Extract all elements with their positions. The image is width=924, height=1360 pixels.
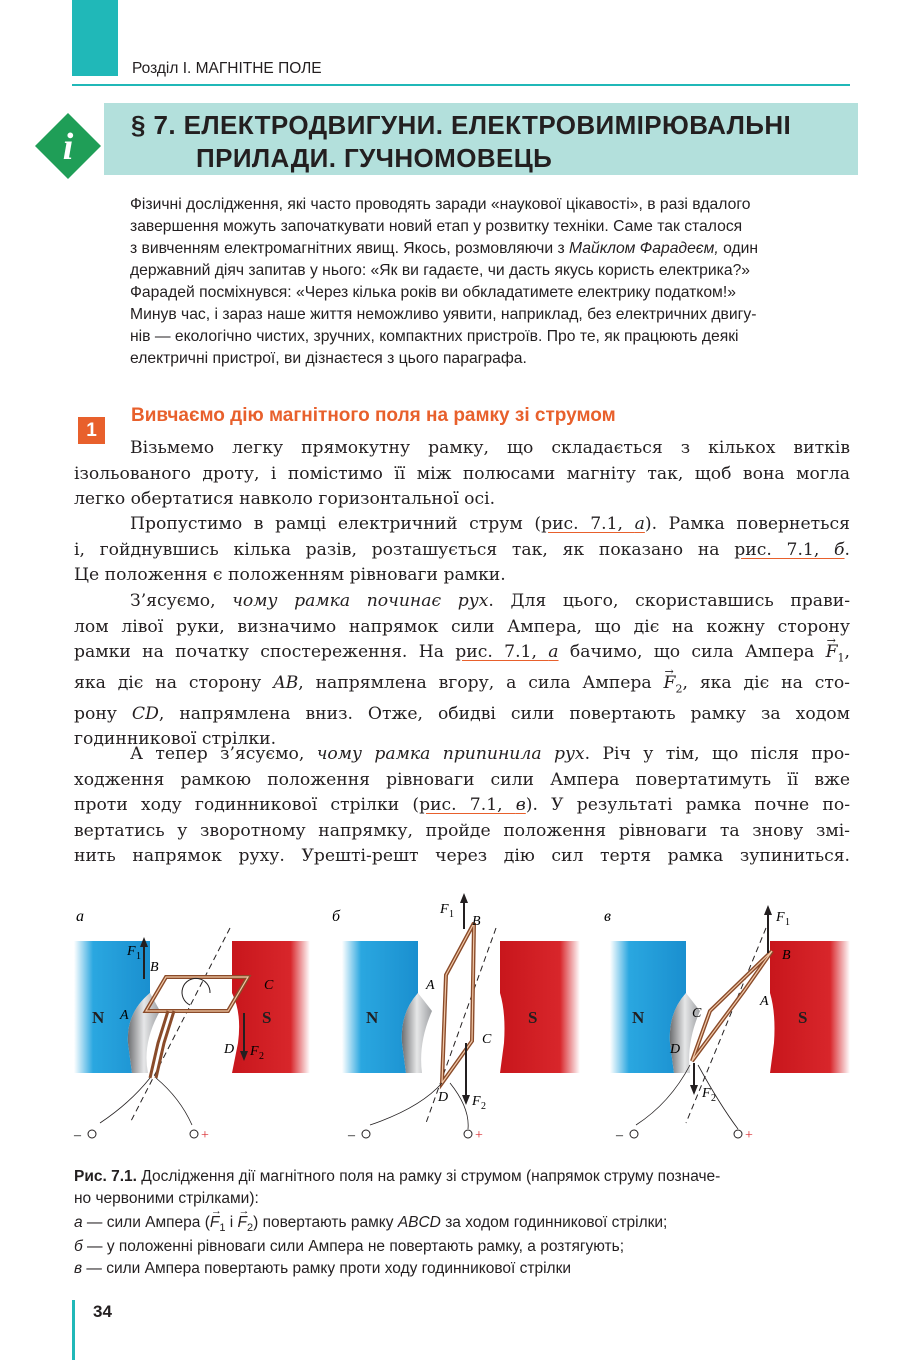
svg-text:1: 1 [785, 917, 790, 928]
header-tab-mark [72, 0, 118, 76]
subsection-heading: Вивчаємо дію магнітного поля на рамку зі струмом [131, 405, 616, 426]
paragraph-2: Пропустимо в рамці електричний струм (рис. 7.1, а). Рамка повернеться і, гойднувшись кілька разів, розташується так, як показано на рис. 7.1, б. Це положення є положенням рівноваги рамки. [74, 514, 851, 585]
paragraph-1: Візьмемо легку прямокутну рамку, що складається з кількох витків ізольованого дроту, і помістимо її між полюсами магніту так, щоб вона могла легко обертатися навколо горизонтальної осі. [74, 438, 850, 509]
svg-text:–: – [616, 1128, 623, 1143]
svg-text:+: + [745, 1128, 753, 1143]
panel-label: б [332, 908, 341, 925]
svg-text:+: + [201, 1128, 209, 1143]
pole-n-label: N [92, 1008, 105, 1027]
intro-line: Минув час, і зараз наше життя неможливо уявити, наприклад, без електричних двигу- [130, 306, 757, 323]
corner-label: B [782, 948, 791, 963]
intro-line: з вивченням електромагнітних явищ. Якось, розмовляючи з Майклом Фарадеєм, один [130, 240, 759, 257]
figure-caption-line: б — у положенні рівноваги сили Ампера не повертають рамку, а розтягують; [74, 1238, 625, 1255]
force-label: F [472, 1094, 481, 1109]
svg-text:1: 1 [449, 909, 454, 920]
corner-label: C [264, 978, 274, 993]
corner-label: D [438, 1090, 449, 1105]
chapter-title-line1: § 7. ЕЛЕКТРОДВИГУНИ. ЕЛЕКТРОВИМІРЮВАЛЬНІ [131, 110, 792, 140]
pole-n-label: N [632, 1008, 645, 1027]
figure-link[interactable]: рис. 7.1, в [419, 795, 526, 815]
figure-link[interactable]: рис. 7.1, а [541, 514, 645, 534]
corner-label: A [426, 978, 435, 993]
force-label: F [776, 910, 785, 925]
corner-label: B [150, 960, 159, 975]
pole-s-label: S [262, 1008, 272, 1027]
panel-c [604, 905, 850, 1143]
paragraph-4: А тепер з’ясуємо, чому рамка припинила рух. Річ у тім, що після про- ходження рамкою положення рівноваги сили Ампера повертатимуть її вже проти ходу годинникової стрілки (рис. 7.1, в). У результаті рамка почне по- вертатись у зворотному напрямку, пройде положення рівноваги та знову змі- нить напрямок руху. Урешті-решт через дію сил тертя рамка зупиниться. [74, 744, 850, 866]
force-f1-symbol: → F [826, 640, 838, 666]
pole-n-label: N [366, 1008, 379, 1027]
info-icon [34, 112, 102, 180]
svg-text:2: 2 [259, 1051, 264, 1062]
faraday-name: Майклом Фарадеєм, [569, 240, 719, 257]
svg-text:+: + [475, 1128, 483, 1143]
page-number: 34 [93, 1302, 112, 1321]
corner-label: B [472, 914, 481, 929]
info-icon-letter: i [62, 126, 74, 168]
caption-number: Рис. 7.1. [74, 1168, 137, 1185]
svg-text:1: 1 [136, 951, 141, 962]
force-label: F [440, 902, 449, 917]
figure-caption-line: Рис. 7.1. Дослідження дії магнітного поля на рамку зі струмом (напрямок струму позначе- [74, 1168, 721, 1185]
corner-label: A [120, 1008, 129, 1023]
force-label: F [702, 1086, 711, 1101]
panel-b [332, 893, 580, 1143]
force-label: F [127, 944, 136, 959]
section-label: Розділ І. МАГНІТНЕ ПОЛЕ [132, 60, 322, 77]
page-margin-bar [72, 1300, 75, 1360]
intro-line: Фарадей посміхнувся: «Через кілька років ви обкладатимете електрику податком!» [130, 284, 736, 301]
figure-caption-line: а — сили Ампера (→ $F_1$ $і \to F_2$) повертають рамку ABCD за ходом годинникової стрілки; [74, 1212, 667, 1239]
figure-caption-line: но червоними стрілками): [74, 1190, 259, 1207]
subsection-number: 1 [78, 417, 105, 444]
figure-7-1 [70, 893, 860, 1153]
corner-label: C [482, 1032, 492, 1047]
pole-s-label: S [528, 1008, 538, 1027]
force-label: F [250, 1044, 259, 1059]
figure-link[interactable]: рис. 7.1, б [734, 539, 845, 560]
intro-line: електричні пристрої, ви дізнаєтеся з цього параграфа. [130, 350, 527, 367]
corner-label: C [692, 1006, 702, 1021]
corner-label: D [224, 1042, 235, 1057]
panel-a [73, 908, 310, 1143]
pole-s-label: S [798, 1008, 808, 1027]
figure-link[interactable]: рис. 7.1, а [455, 642, 559, 662]
svg-text:2: 2 [711, 1093, 716, 1104]
intro-line: завершення можуть започаткувати новий етап у розвитку техніки. Саме так сталося [130, 218, 743, 235]
svg-text:–: – [348, 1128, 355, 1143]
intro-line: державний діяч запитав у нього: «Як ви гадаєте, чи дасть якусь користь електрика?» [130, 262, 751, 279]
intro-line: нів — екологічно чистих, зручних, компактних пристроїв. Про те, як працюють деякі [130, 328, 739, 345]
corner-label: A [760, 994, 769, 1009]
force-f2-symbol: → F [664, 671, 676, 697]
intro-line: Фізичні дослідження, які часто проводять заради «наукової цікавості», в разі вдалого [130, 196, 751, 213]
paragraph-3: З’ясуємо, чому рамка починає рух. Для цього, скориставшись прави- лом лівої руки, визначимо напрямок сили Ампера, що діє на кожну сторону рамки на початку спостереження. На рис. 7.1, а бачимо, що сила Ампера → $F_1$, яка діє на сторону AB, напрямлена вгору, а сила Ампера → $F_2$, яка діє на сто- рону CD, напрямлена вниз. Отже, обидві сили повертають рамку за ходом годинникової стрілки. [74, 589, 850, 753]
chapter-title-line2: ПРИЛАДИ. ГУЧНОМОВЕЦЬ [196, 143, 553, 173]
svg-text:–: – [74, 1128, 81, 1143]
figure-caption-line: в — сили Ампера повертають рамку проти ходу годинникової стрілки [74, 1260, 572, 1277]
header-rule [72, 84, 850, 86]
corner-label: D [670, 1042, 681, 1057]
south-pole [500, 941, 580, 1073]
svg-text:2: 2 [481, 1101, 486, 1112]
panel-label: а [76, 908, 84, 925]
panel-label: в [604, 908, 611, 925]
